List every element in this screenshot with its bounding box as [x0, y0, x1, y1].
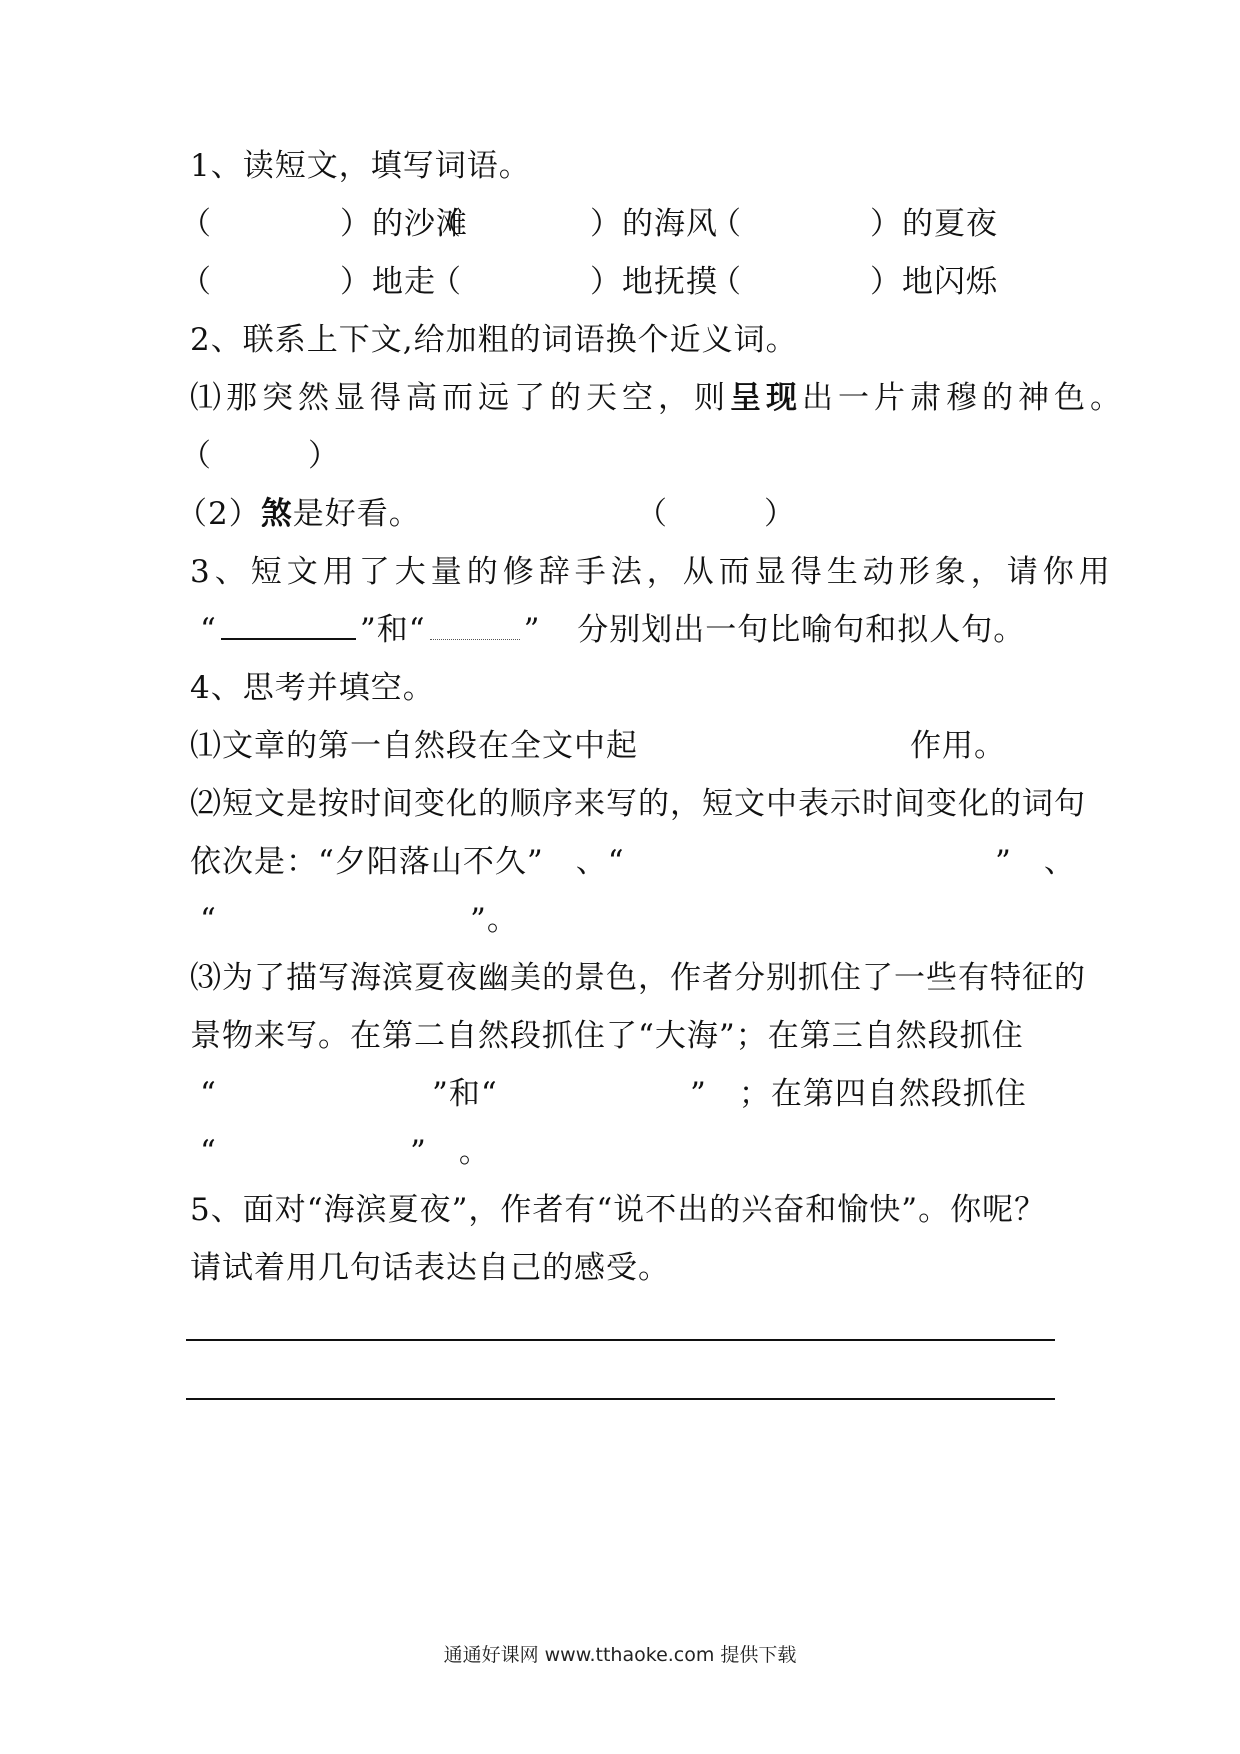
q1-item: （ ）的沙滩	[180, 206, 468, 242]
q3-close-quote: ”	[523, 612, 541, 648]
q2-s2-post: 是好看。	[292, 496, 421, 532]
q2-s1-post: 出一片肃穆的神色。	[802, 380, 1126, 416]
q4-s3-line4a: “	[200, 1134, 217, 1170]
q4-sub-3-line-1: ⑶为了描写海滨夏夜幽美的景色，作者分别抓住了一些有特征的	[190, 960, 1086, 996]
q4-s2-line2b: ” 、	[995, 844, 1076, 880]
q1-title: 1、读短文，填写词语。	[190, 148, 531, 184]
q4-sub-2-line-1: ⑵短文是按时间变化的顺序来写的，短文中表示时间变化的词句	[190, 786, 1086, 822]
q3-line-2	[200, 610, 1055, 650]
q4-s2-line3a: “	[200, 902, 217, 938]
q3-mid-quote: ”和“	[359, 612, 426, 648]
q1-item: （ ）的海风	[430, 206, 718, 242]
q4-sub-2-line-2	[190, 842, 1076, 882]
wavy-underline-sample	[430, 611, 520, 640]
q3-open-quote: “	[200, 612, 217, 648]
q2-s1-blank: （ ）	[180, 438, 340, 474]
q2-s2-pre: （2）	[176, 496, 261, 532]
q4-s3-line3c: ” ；在第四自然段抓住	[690, 1076, 1027, 1112]
q4-s3-line3a: “	[200, 1076, 217, 1112]
q2-s2-bold-word: 煞	[260, 496, 293, 532]
q3-line-1: 3、短文用了大量的修辞手法，从而显得生动形象，请你用	[190, 554, 1115, 590]
q4-s3-line4b: ” 。	[410, 1134, 491, 1170]
solid-underline-sample	[221, 610, 356, 640]
q4-s2-line3b: ”。	[470, 902, 519, 938]
q1-item: （ ）的夏夜	[710, 206, 998, 242]
q2-s1-pre: ⑴那突然显得高而远了的天空，则	[190, 380, 730, 416]
q4-s1-post: 作用。	[910, 728, 1006, 764]
q1-item: （ ）地抚摸	[430, 264, 718, 300]
q2-s2-blank: （ ）	[636, 496, 796, 532]
q4-s2-line2a: 依次是：“夕阳落山不久” 、“	[190, 844, 625, 880]
q4-s3-line3b: ”和“	[432, 1076, 498, 1112]
q4-sub-3-line-2: 景物来写。在第二自然段抓住了“大海”；在第三自然段抓住	[190, 1018, 1024, 1054]
q4-sub-1	[190, 726, 1055, 766]
q2-sentence-1	[190, 378, 1126, 418]
answer-line	[186, 1398, 1055, 1400]
q2-s1-bold-word: 呈现	[730, 380, 802, 416]
q1-item: （ ）地走	[180, 264, 436, 300]
q2-sentence-2	[176, 494, 1055, 534]
q1-item: （ ）地闪烁	[710, 264, 998, 300]
footer-credit: 通通好课网 www.tthaoke.com 提供下载	[443, 1644, 797, 1666]
q5-line-1: 5、面对“海滨夏夜”，作者有“说不出的兴奋和愉快”。你呢？	[190, 1192, 1047, 1228]
q4-s1-pre: ⑴文章的第一自然段在全文中起	[190, 728, 638, 764]
answer-line	[186, 1339, 1055, 1341]
q2-title: 2、联系上下文,给加粗的词语换个近义词。	[190, 322, 798, 358]
q4-title: 4、思考并填空。	[190, 670, 435, 706]
q3-tail: 分别划出一句比喻句和拟人句。	[577, 612, 1026, 648]
q5-line-2: 请试着用几句话表达自己的感受。	[190, 1250, 670, 1286]
